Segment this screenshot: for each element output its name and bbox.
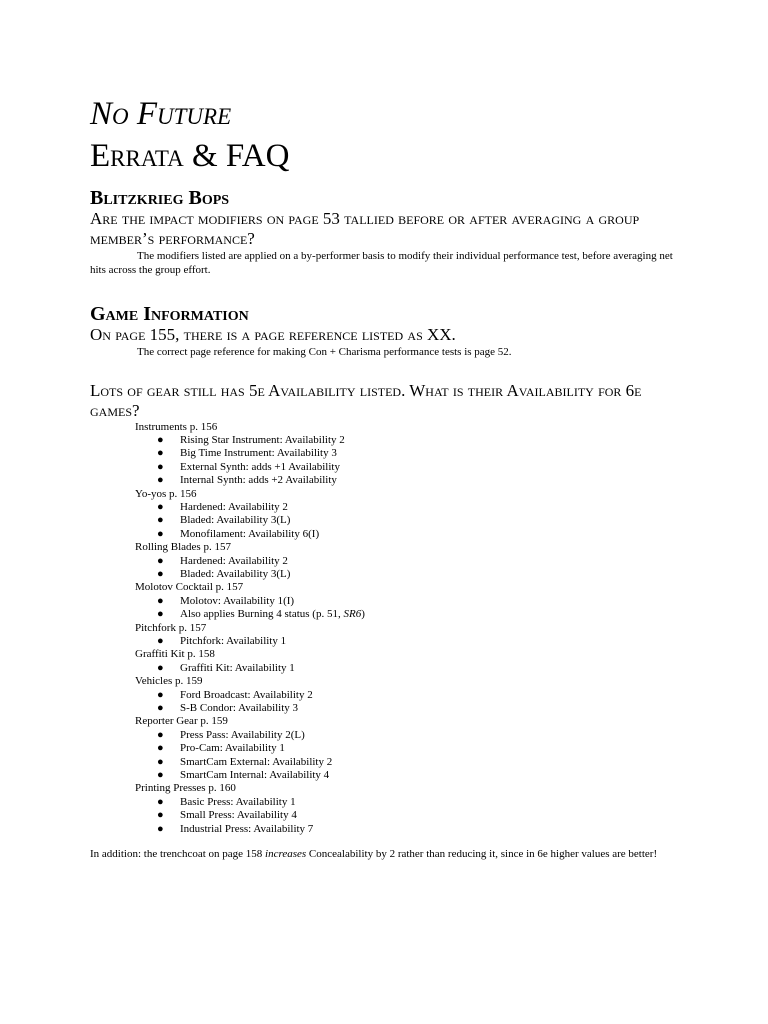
gear-item-text: Ford Broadcast: Availability 2 <box>180 688 313 701</box>
gear-item <box>135 528 690 541</box>
footnote <box>90 848 690 862</box>
gear-item-text: S-B Condor: Availability 3 <box>180 702 299 715</box>
book-reference: SR6 <box>343 608 362 621</box>
bullet-icon: ● <box>157 635 164 647</box>
footnote-text: Concealability by 2 rather than reducing it, since in 6e higher values are better! <box>306 848 658 861</box>
gear-item-list <box>135 635 690 648</box>
gear-item-text: Bladed: Availability 3(L) <box>180 514 291 527</box>
gear-item-text: Industrial Press: Availability 7 <box>180 822 314 835</box>
faq-question: On page 155, there is a page reference listed as XX. <box>90 325 456 344</box>
gear-category: Yo-yos p. 156 <box>135 487 197 500</box>
faq-question: Are the impact modifiers on page 53 tallied before or after averaging a group member’s performance? <box>90 209 640 248</box>
gear-item <box>135 756 690 769</box>
gear-item-list <box>135 689 690 716</box>
gear-item <box>135 555 690 568</box>
gear-item-text: SmartCam Internal: Availability 4 <box>180 769 330 782</box>
faq-question: Lots of gear still has 5e Availability listed. What is their Availability for 6e games? <box>90 380 642 420</box>
gear-item <box>135 769 690 782</box>
faq-answer: The modifiers listed are applied on a by-performer basis to modify their individual performance test, before averaging net hits across the group effort. <box>90 250 673 276</box>
gear-item-list <box>135 555 690 582</box>
gear-item-text: Internal Synth: adds +2 Availability <box>180 474 337 487</box>
gear-item-text: ) <box>361 608 365 621</box>
bullet-icon: ● <box>157 728 164 741</box>
bullet-icon: ● <box>157 755 164 768</box>
bullet-icon: ● <box>157 433 164 446</box>
gear-item <box>135 501 690 514</box>
gear-item-text: Pitchfork: Availability 1 <box>180 635 287 647</box>
gear-item-list <box>135 796 690 836</box>
bullet-icon: ● <box>157 527 164 540</box>
bullet-icon: ● <box>157 447 164 460</box>
gear-item <box>135 635 690 648</box>
gear-item-text: External Synth: adds +1 Availability <box>180 460 340 473</box>
gear-item-text: Small Press: Availability 4 <box>180 809 297 822</box>
gear-item-text: Hardened: Availability 2 <box>180 500 288 513</box>
gear-category: Graffiti Kit p. 158 <box>135 648 215 661</box>
bullet-icon: ● <box>157 702 164 715</box>
gear-item-text: Monofilament: Availability 6(I) <box>180 527 320 540</box>
gear-category: Reporter Gear p. 159 <box>135 715 228 728</box>
gear-item <box>135 742 690 755</box>
gear-item <box>135 608 690 621</box>
gear-item-text: Big Time Instrument: Availability 3 <box>180 447 337 460</box>
gear-item-text: Pro-Cam: Availability 1 <box>180 742 285 755</box>
gear-item-text: Graffiti Kit: Availability 1 <box>180 661 295 674</box>
gear-item <box>135 809 690 822</box>
bullet-icon: ● <box>157 769 164 782</box>
faq-answer: The correct page reference for making Con + Charisma performance tests is page 52. <box>137 346 512 358</box>
section-heading-game-info: Game Information <box>90 303 249 325</box>
gear-item <box>135 461 690 474</box>
bullet-icon: ● <box>157 514 164 527</box>
gear-item <box>135 662 690 675</box>
gear-item <box>135 514 690 527</box>
gear-item <box>135 474 690 487</box>
gear-item-text: Press Pass: Availability 2(L) <box>180 728 305 741</box>
gear-item-text: SmartCam External: Availability 2 <box>180 755 333 768</box>
gear-category: Vehicles p. 159 <box>135 675 203 688</box>
gear-item <box>135 729 690 742</box>
section-heading-blitzkrieg: Blitzkrieg Bops <box>90 187 230 209</box>
bullet-icon: ● <box>157 608 164 621</box>
gear-item-list <box>135 729 690 783</box>
gear-category: Rolling Blades p. 157 <box>135 541 231 554</box>
gear-item-list <box>135 434 690 488</box>
document-subtitle: Errata & FAQ <box>90 138 290 174</box>
bullet-icon: ● <box>157 809 164 822</box>
gear-item-list <box>135 501 690 541</box>
gear-item <box>135 434 690 447</box>
gear-availability-list <box>135 421 690 837</box>
gear-item <box>135 595 690 608</box>
gear-item-text: Also applies Burning 4 status (p. 51, <box>180 608 344 621</box>
gear-item-text: Bladed: Availability 3(L) <box>180 567 291 580</box>
gear-item-list <box>135 595 690 622</box>
gear-item <box>135 796 690 809</box>
bullet-icon: ● <box>157 661 164 674</box>
gear-item <box>135 823 690 836</box>
gear-item-text: Molotov: Availability 1(I) <box>180 594 295 607</box>
document-body <box>90 95 690 862</box>
bullet-icon: ● <box>157 822 164 835</box>
bullet-icon: ● <box>157 594 164 607</box>
gear-category: Instruments p. 156 <box>135 420 218 433</box>
gear-item-text: Basic Press: Availability 1 <box>180 795 296 808</box>
document-title: No Future <box>90 96 232 132</box>
bullet-icon: ● <box>157 742 164 755</box>
gear-item-list <box>135 662 690 675</box>
gear-item <box>135 689 690 702</box>
bullet-icon: ● <box>157 460 164 473</box>
bullet-icon: ● <box>157 567 164 580</box>
footnote-emphasis: increases <box>265 848 307 861</box>
bullet-icon: ● <box>157 500 164 513</box>
gear-category: Pitchfork p. 157 <box>135 621 207 634</box>
gear-category: Printing Presses p. 160 <box>135 782 236 795</box>
bullet-icon: ● <box>157 554 164 567</box>
bullet-icon: ● <box>157 688 164 701</box>
gear-item <box>135 568 690 581</box>
gear-item-text: Rising Star Instrument: Availability 2 <box>180 433 345 446</box>
gear-item <box>135 702 690 715</box>
gear-item-text: Hardened: Availability 2 <box>180 554 288 567</box>
footnote-text: In addition: the trenchcoat on page 158 <box>90 848 266 861</box>
gear-item <box>135 447 690 460</box>
bullet-icon: ● <box>157 795 164 808</box>
bullet-icon: ● <box>157 474 164 487</box>
gear-category: Molotov Cocktail p. 157 <box>135 581 244 594</box>
